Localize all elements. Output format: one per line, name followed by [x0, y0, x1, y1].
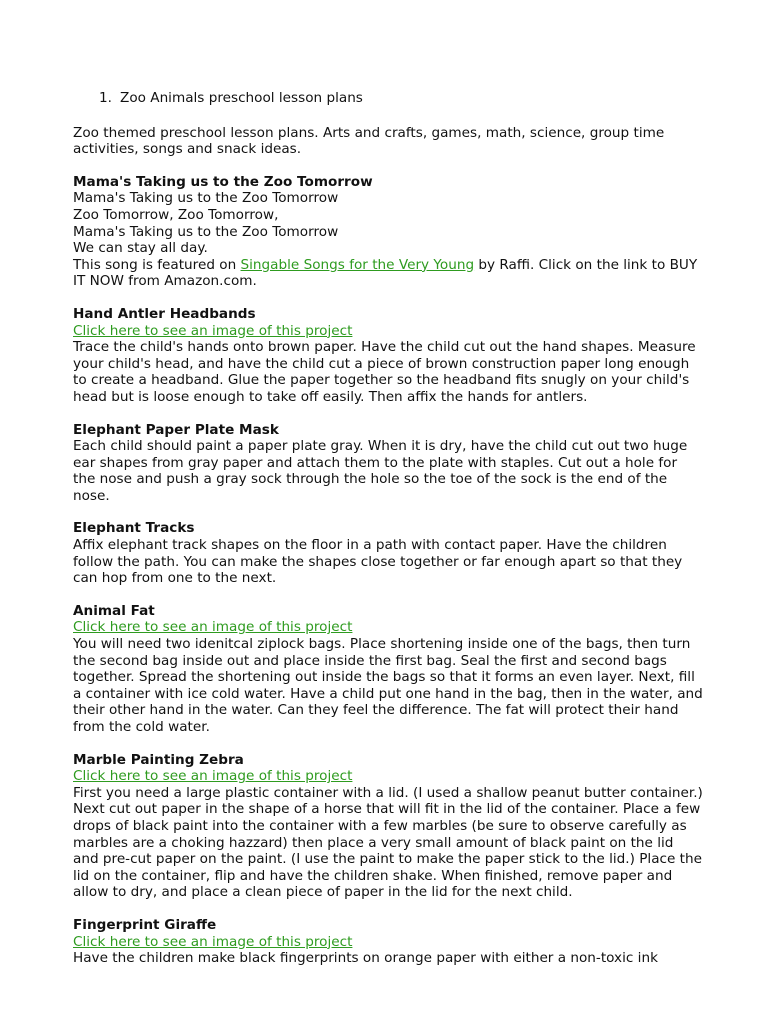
elephant-tracks-body: Affix elephant track shapes on the floor in a path with contact paper. Have the children follow the path. You can make the shapes close together or far enough apart so that they can hop from one to the next. [73, 537, 683, 587]
song-line: We can stay all day. [73, 240, 208, 257]
document-page [73, 90, 703, 983]
song-featured-text [73, 257, 703, 290]
song-title: Mama's Taking us to the Zoo Tomorrow [73, 173, 373, 190]
song-line: Zoo Tomorrow, Zoo Tomorrow, [73, 206, 279, 223]
intro-paragraph: Zoo themed preschool lesson plans. Arts and crafts, games, math, science, group time activities, songs and snack ideas. [73, 124, 665, 158]
hand-antler-body: Trace the child's hands onto brown paper. Have the child cut out the hand shapes. Measure your child's head, and have the child cut a piece of brown construction paper long enough to create a headband. Glue the paper together so the headband fits snugly on your child's head but is loose enough to take off easily. Then affix the hands for antlers. [73, 339, 696, 405]
animal-fat-body: You will need two idenitcal ziplock bags. Place shortening inside one of the bags, then turn the second bag inside out and place inside the first bag. Seal the first and second bags together. Spread the shortening out inside the bags so that it forms an even layer. Next, fill a container with ice cold water. Have a child put one hand in the bag, then in the water, and their other hand in the water. Can they feel the difference. The fat will protect their hand from the cold water. [73, 636, 703, 735]
hand-antler-image-link[interactable]: Click here to see an image of this project [73, 322, 353, 339]
fingerprint-giraffe-title: Fingerprint Giraffe [73, 916, 217, 933]
elephant-mask-section [73, 422, 703, 505]
marble-zebra-body: First you need a large plastic container with a lid. (I used a shallow peanut butter container.) Next cut out paper in the shape of a horse that will fit in the lid of the container. Place a few drops of black paint into the container with a few marbles (be sure to observe carefully as marbles are a choking hazzard) then place a very small amount of black paint on the lid and pre-cut paper on the paint. (I use the paint to make the paper stick to the lid.) Place the lid on the container, flip and have the children shake. When finished, remove paper and allow to dry, and place a clean piece of paper in the lid for the next child. [73, 784, 703, 901]
hand-antler-section [73, 306, 703, 406]
list-number: 1. [99, 90, 112, 106]
song-line: Mama's Taking us to the Zoo Tomorrow [73, 190, 339, 207]
singable-songs-link[interactable]: Singable Songs for the Very Young [240, 256, 475, 273]
numbered-list-item [73, 90, 703, 107]
list-item-text: Zoo Animals preschool lesson plans [120, 90, 363, 106]
song-line: Mama's Taking us to the Zoo Tomorrow [73, 223, 339, 240]
fingerprint-giraffe-body: Have the children make black fingerprints on orange paper with either a non-toxic ink [73, 950, 658, 967]
featured-after-text: by Raffi. Click on the link to BUY IT NOW from Amazon.com. [73, 256, 698, 290]
marble-zebra-section [73, 752, 703, 901]
featured-before-text: This song is featured on [73, 256, 241, 273]
song-section [73, 174, 703, 290]
elephant-mask-title: Elephant Paper Plate Mask [73, 421, 279, 438]
hand-antler-title: Hand Antler Headbands [73, 305, 256, 322]
animal-fat-title: Animal Fat [73, 602, 155, 619]
elephant-tracks-section [73, 520, 703, 586]
fingerprint-giraffe-image-link[interactable]: Click here to see an image of this project [73, 933, 353, 950]
elephant-mask-body: Each child should paint a paper plate gray. When it is dry, have the child cut out two huge ear shapes from gray paper and attach them to the plate with staples. Cut out a hole for the nose and push a gray sock through the hole so the toe of the sock is the end of the nose. [73, 438, 688, 504]
animal-fat-image-link[interactable]: Click here to see an image of this project [73, 619, 353, 636]
fingerprint-giraffe-section [73, 917, 703, 967]
marble-zebra-title: Marble Painting Zebra [73, 751, 244, 768]
animal-fat-section [73, 603, 703, 736]
elephant-tracks-title: Elephant Tracks [73, 520, 195, 537]
marble-zebra-image-link[interactable]: Click here to see an image of this project [73, 768, 353, 785]
